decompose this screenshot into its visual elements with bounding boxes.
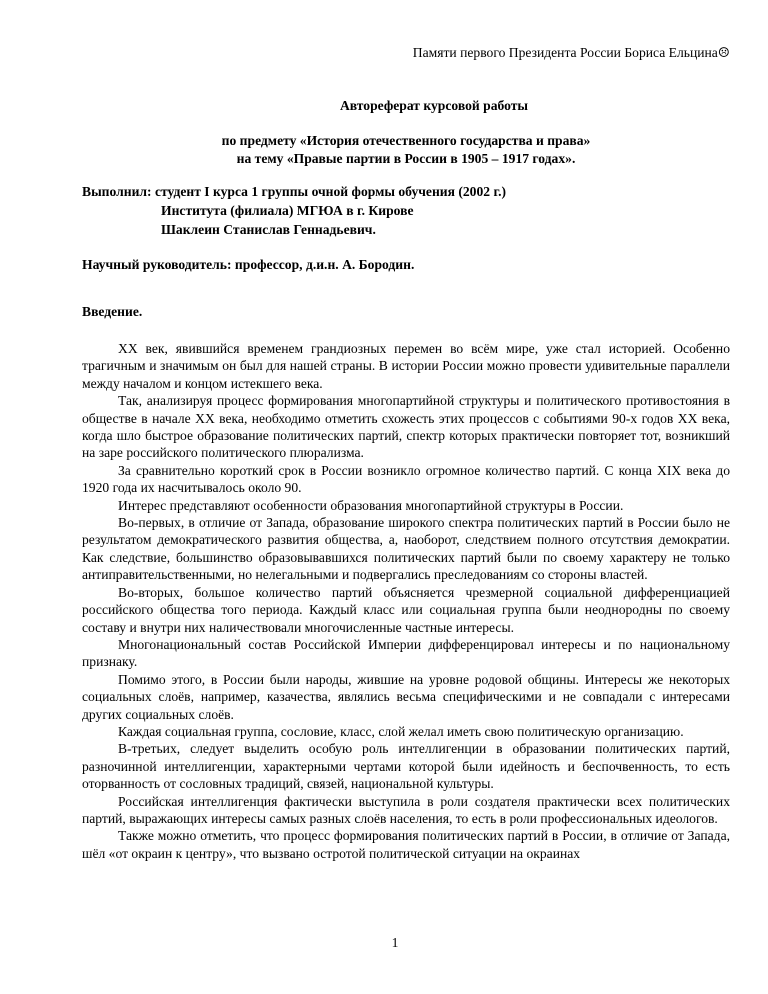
paragraph: Многонациональный состав Российской Империи дифференцировал интересы и по национальному признаку. <box>82 636 730 670</box>
topic-line: на тему «Правые партии в России в 1905 – 1917 годах». <box>236 151 576 166</box>
body-text <box>82 340 730 862</box>
paragraph: Интерес представляют особенности образования многопартийной структуры в России. <box>118 497 624 513</box>
paragraph: В-третьих, следует выделить особую роль интеллигенции в образовании политических партий, разночинной интеллигенции, характерными чертами которой были идейность и беспочвенность, то есть оторванность от сословных традиций, связей, национальной культуры. <box>82 741 730 792</box>
paragraph: XX век, явившийся временем грандиозных перемен во всём мире, уже стал историей. Особенно трагичным и значимым он был для нашей страны. В истории России можно провести удивительные параллели между началом и концом истекшего века. <box>82 341 730 391</box>
subject-line: по предмету «История отечественного государства и права» <box>221 133 591 148</box>
author-block <box>82 182 730 239</box>
title-block <box>82 97 730 168</box>
paragraph: Каждая социальная группа, сословие, класс, слой желал иметь свою политическую организацию. <box>118 723 684 739</box>
paragraph: Помимо этого, в России были народы, жившие на уровне родовой общины. Интересы же некоторых социальных слоёв, например, казачества, являлись весьма специфическими и не совпадали с интересами других социальных слоёв. <box>82 671 730 722</box>
paragraph: За сравнительно короткий срок в России возникло огромное количество партий. С конца XIX века до 1920 года их насчитывалось около 90. <box>82 462 730 496</box>
author-name: Шаклеин Станислав Геннадьевич. <box>161 222 376 237</box>
paragraph: Так, анализируя процесс формирования многопартийной структуры и политического противостояния в обществе в начале XX века, необходимо отметить схожесть этих процессов с событиями 90-х годов XX века, когда шло быстрое образование политических партий, спектр которых практически повторяет тот, возникший на заре российского политического плюрализма. <box>82 393 730 461</box>
author-label-line: Выполнил: студент I курса 1 группы очной формы обучения (2002 г.) <box>82 184 507 199</box>
paragraph: Во-вторых, большое количество партий объясняется чрезмерной социальной дифференциацией российского общества того периода. Каждый класс или социальная группа были неоднородны по своему составу и внутри них наличествовали многочисленные частные интересы. <box>82 584 730 635</box>
document-title: Автореферат курсовой работы <box>339 98 529 113</box>
page-number: 1 <box>391 935 399 950</box>
paragraph: Также можно отметить, что процесс формирования политических партий в России, в отличие от Запада, шёл «от окраин к центру», что вызвано остротой политической ситуации на окраинах <box>82 828 730 861</box>
paragraph: Российская интеллигенция фактически выступила в роли создателя практически всех политических партий, выражающих интересы самых разных слоёв населения, то есть в роли профессиональных идеологов. <box>82 793 730 826</box>
paragraph: Во-первых, в отличие от Запада, образование широкого спектра политических партий в России было не результатом демократического развития общества, а, наоборот, следствием полного отсутствия демократии. Как следствие, большинство образовывавшихся политических партий были по своему характеру не только антиправительственными, но нелегальными и подвергались преследованиям со стороны властей. <box>82 515 730 583</box>
section-heading: Введение. <box>82 304 143 319</box>
supervisor-line: Научный руководитель: профессор, д.и.н. А. Бородин. <box>82 257 415 272</box>
epigraph: Памяти первого Президента России Бориса Ельцина☹ <box>412 45 730 60</box>
author-institute: Института (филиала) МГЮА в г. Кирове <box>161 203 414 218</box>
